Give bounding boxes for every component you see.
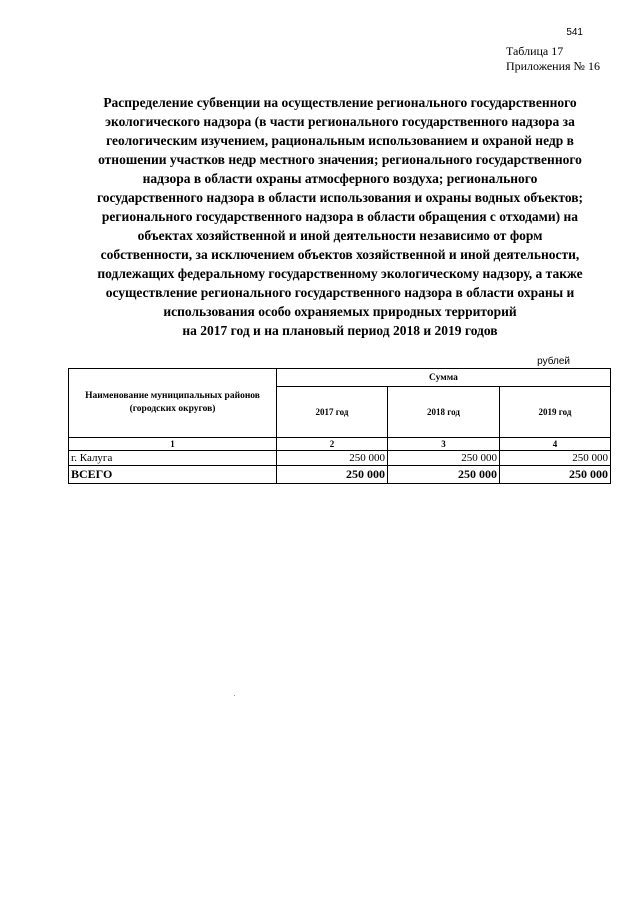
title-line: геологическим изучением, рациональным использованием и охраной недр в bbox=[106, 133, 574, 148]
title-line: Распределение субвенции на осуществление регионального государственного bbox=[103, 95, 577, 110]
scan-speck bbox=[234, 695, 235, 696]
municipality-name: г. Калуга bbox=[69, 451, 277, 466]
document-title bbox=[66, 93, 614, 340]
column-number: 2 bbox=[277, 438, 388, 451]
title-line: экологического надзора (в части регионального государственного надзора за bbox=[105, 114, 575, 129]
title-line: объектах хозяйственной и иной деятельности независимо от форм bbox=[137, 228, 543, 243]
title-line: на 2017 год и на плановый период 2018 и 2019 годов bbox=[182, 323, 498, 338]
column-header-year: 2018 год bbox=[388, 387, 500, 438]
total-amount: 250 000 bbox=[277, 466, 388, 484]
total-amount: 250 000 bbox=[388, 466, 500, 484]
units-label: рублей bbox=[537, 356, 570, 367]
page-number: 541 bbox=[566, 27, 583, 38]
column-number: 3 bbox=[388, 438, 500, 451]
amount-cell: 250 000 bbox=[277, 451, 388, 466]
table-label: Таблица 17 bbox=[505, 44, 564, 58]
total-row bbox=[69, 466, 611, 484]
column-header-sum: Сумма bbox=[277, 369, 611, 387]
column-header-year: 2017 год bbox=[277, 387, 388, 438]
title-line: государственного надзора в области использования и охраны водных объектов; bbox=[96, 190, 584, 205]
amount-cell: 250 000 bbox=[500, 451, 611, 466]
column-header-year: 2019 год bbox=[500, 387, 611, 438]
column-number-row bbox=[69, 438, 611, 451]
column-header-name: Наименование муниципальных районов (городских округов) bbox=[69, 369, 277, 438]
subvention-table bbox=[68, 368, 611, 484]
title-line: надзора в области охраны атмосферного воздуха; регионального bbox=[142, 171, 538, 186]
appendix-reference bbox=[506, 44, 600, 74]
title-line: собственности, за исключением объектов хозяйственной и иной деятельности, bbox=[100, 247, 580, 262]
appendix-label: Приложения № 16 bbox=[505, 59, 600, 73]
title-line: подлежащих федеральному государственному экологическому надзору, а также bbox=[97, 266, 583, 281]
column-number: 4 bbox=[500, 438, 611, 451]
title-line: осуществление регионального государственного надзора в области охраны и bbox=[105, 285, 575, 300]
amount-cell: 250 000 bbox=[388, 451, 500, 466]
total-label: ВСЕГО bbox=[69, 466, 277, 484]
title-line: использования особо охраняемых природных территорий bbox=[163, 304, 517, 319]
header-row bbox=[69, 369, 611, 387]
title-line: отношении участков недр местного значения; регионального государственного bbox=[98, 152, 582, 167]
title-line: регионального государственного надзора в области обращения с отходами) на bbox=[101, 209, 579, 224]
column-number: 1 bbox=[69, 438, 277, 451]
total-amount: 250 000 bbox=[500, 466, 611, 484]
table-row bbox=[69, 451, 611, 466]
